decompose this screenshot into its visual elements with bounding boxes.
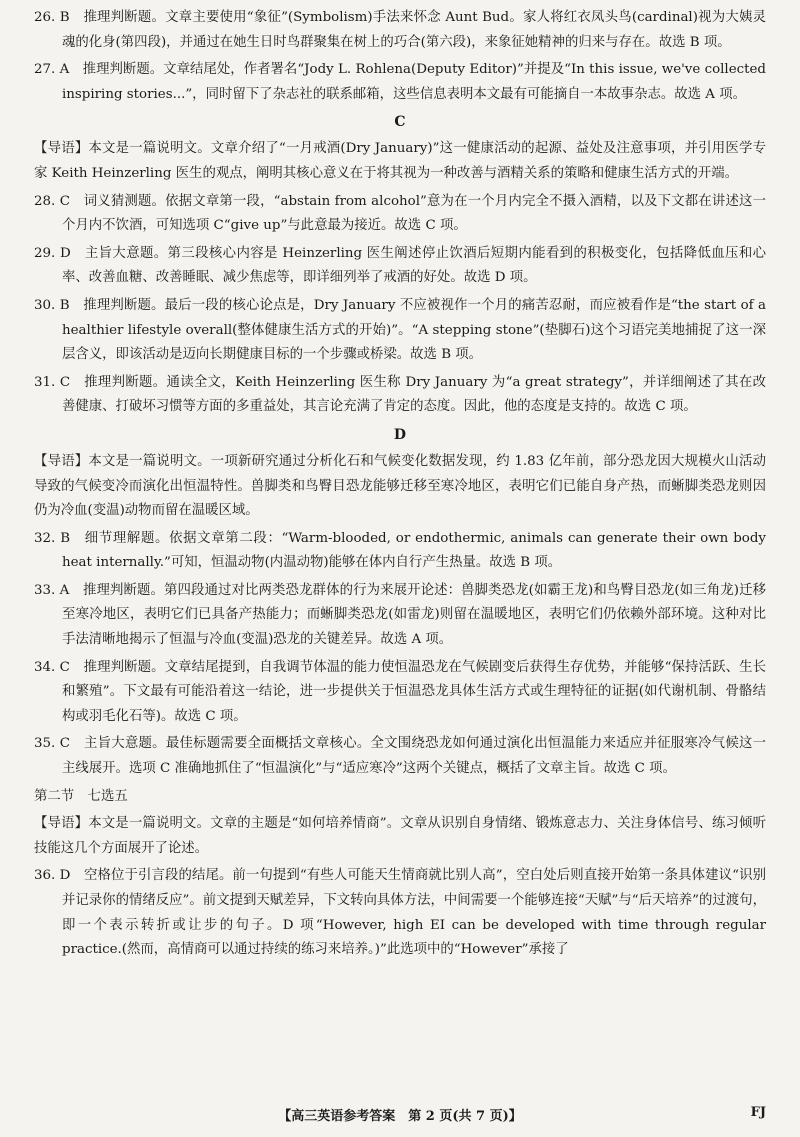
answer-31: 31. C 推理判断题。通读全文，Keith Heinzerling 医生称 Dry January 为“a great strategy”，并详细阐述了其在改善健康、打破坏习惯等方面的多重益处，其言论充满了肯定的态度。因此，他的态度是支持的。故选 C 项。 (34, 374, 766, 415)
answer-29: 29. D 主旨大意题。第三段核心内容是 Heinzerling 医生阐述停止饮酒后短期内能看到的积极变化，包括降低血压和心率、改善血糖、改善睡眠、减少焦虑等，即详细列举了戒酒的好处。故选 D 项。 (34, 245, 766, 286)
lead-in-d: 【导语】本文是一篇说明文。一项新研究通过分析化石和气候变化数据发现，约 1.83 亿年前，部分恐龙因大规模火山活动导致的气候变冷而演化出恒温特性。兽脚类和鸟臀目恐龙能够迁移至寒冷地区，表明它们已能自身产热，而蜥脚类恐龙则因仍为冷血(变温)动物而留在温暖区域。 (34, 453, 766, 519)
answer-33: 33. A 推理判断题。第四段通过对比两类恐龙群体的行为来展开论述：兽脚类恐龙(如霸王龙)和鸟臀目恐龙(如三角龙)迁移至寒冷地区，表明它们已具备产热能力；而蜥脚类恐龙(如雷龙)则留在温暖地区，表明它们仍依赖外部环境。这种对比手法清晰地揭示了恒温与冷血(变温)恐龙的关键差异。故选 A 项。 (34, 582, 766, 648)
answer-28: 28. C 词义猜测题。依据文章第一段，“abstain from alcohol”意为在一个月内完全不摄入酒精，以及下文都在讲述这一个月内不饮酒，可知选项 C“give up”与此意最为接近。故选 C 项。 (34, 193, 766, 234)
lead-in-part2: 【导语】本文是一篇说明文。文章的主题是“如何培养情商”。文章从识别自身情绪、锻炼意志力、关注身体信号、练习倾听技能这几个方面展开了论述。 (34, 816, 766, 856)
footer-code: FJ (750, 1105, 766, 1120)
lead-in-c: 【导语】本文是一篇说明文。文章介绍了“一月戒酒(Dry January)”这一健康活动的起源、益处及注意事项，并引用医学专家 Keith Heinzerling 医生的观点，阐明其核心意义在于将其视为一种改善与酒精关系的策略和健康生活方式的开端。 (34, 141, 766, 181)
page-footer (0, 1105, 800, 1124)
answer-36: 36. D 空格位于引言段的结尾。前一句提到“有些人可能天生情商就比别人高”，空白处后则直接开始第一条具体建议“识别并记录你的情绪反应”。前文提到天赋差异，下文转向具体方法，中间需要一个能够连接“天赋”与“后天培养”的过渡句，即一个表示转折或让步的句子。D 项“However, high EI can be developed with time through regular practice.(然而，高情商可以通过持续的练习来培养。)”此选项中的“However”承接了 (34, 868, 766, 958)
section-heading-part2: 第二节 七选五 (34, 788, 128, 804)
section-heading-c: C (394, 114, 406, 131)
answer-35: 35. C 主旨大意题。最佳标题需要全面概括文章核心。全文围绕恐龙如何通过演化出恒温能力来适应并征服寒冷气候这一主线展开。选项 C 准确地抓住了“恒温演化”与“适应寒冷”这两个关键点，概括了文章主旨。故选 C 项。 (34, 736, 766, 777)
answer-34: 34. C 推理判断题。文章结尾提到，自我调节体温的能力使恒温恐龙在气候剧变后获得生存优势，并能够“保持活跃、生长和繁殖”。下文最有可能沿着这一结论，进一步提供关于恒温恐龙具体生活方式或生理特征的证据(如代谢机制、骨骼结构或羽毛化石等)。故选 C 项。 (34, 659, 766, 724)
footer-title: 【高三英语参考答案 第 2 页(共 7 页)】 (278, 1109, 522, 1124)
answer-27: 27. A 推理判断题。文章结尾处，作者署名“Jody L. Rohlena(Deputy Editor)”并提及“In this issue, we've collected inspiring stories...”，同时留下了杂志社的联系邮箱，这些信息表明本文最有可能摘自一本故事杂志。故选 A 项。 (34, 62, 766, 102)
answer-30: 30. B 推理判断题。最后一段的核心论点是，Dry January 不应被视作一个月的痛苦忍耐，而应被看作是“the start of a healthier lifestyle overall(整体健康生活方式的开始)”。“A stepping stone”(垫脚石)这个习语完美地捕捉了这一深层含义，即该活动是迈向长期健康目标的一个步骤或桥梁。故选 B 项。 (34, 297, 766, 363)
answer-26: 26. B 推理判断题。文章主要使用“象征”(Symbolism)手法来怀念 Aunt Bud。家人将红衣凤头鸟(cardinal)视为大姨灵魂的化身(第四段)，并通过在她生日时鸟群聚集在树上的巧合(第六段)，来象征她精神的归来与存在。故选 B 项。 (34, 10, 766, 50)
answer-32: 32. B 细节理解题。依据文章第二段：“Warm-blooded, or endothermic, animals can generate their own body heat internally.”可知，恒温动物(内温动物)能够在体内自行产生热量。故选 B 项。 (34, 530, 766, 571)
section-heading-d: D (393, 426, 407, 443)
